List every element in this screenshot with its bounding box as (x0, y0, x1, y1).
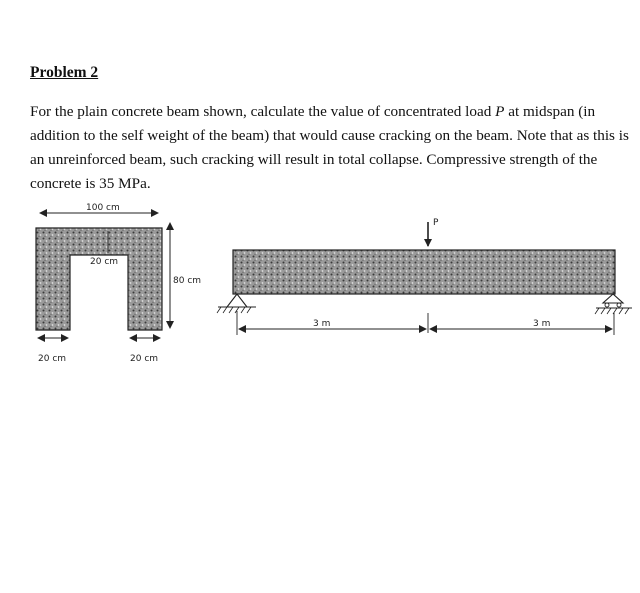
left-span-label: 3 m (313, 319, 331, 329)
problem-text-part1: For the plain concrete beam shown, calculate the value of concentrated load (30, 103, 496, 120)
left-leg-dimension-label: 20 cm (38, 354, 67, 364)
beam-figure (0, 195, 640, 385)
beam-elevation (217, 218, 632, 335)
flange-dimension-label: 20 cm (90, 257, 119, 267)
load-symbol: P (495, 103, 505, 120)
right-leg-dimension-label: 20 cm (130, 354, 159, 364)
u-section-shape (36, 228, 162, 330)
pin-support-icon (217, 294, 256, 313)
problem-heading: Problem 2 (30, 64, 99, 81)
problem-statement (30, 100, 635, 196)
cross-section (36, 203, 201, 364)
height-dimension-label: 80 cm (173, 276, 202, 286)
beam-body (233, 250, 615, 294)
load-label: P (433, 218, 439, 228)
right-span-label: 3 m (533, 319, 551, 329)
roller-support-icon (595, 294, 632, 314)
problem-text-part2: at midspan (in addition to the self weight of the beam) that would cause cracking on the beam. Note that as this is an unreinforced beam, such cracking will result in total collapse. Compressive strength of the concrete is 35 MPa. (30, 103, 629, 192)
width-dimension-label: 100 cm (86, 203, 120, 213)
